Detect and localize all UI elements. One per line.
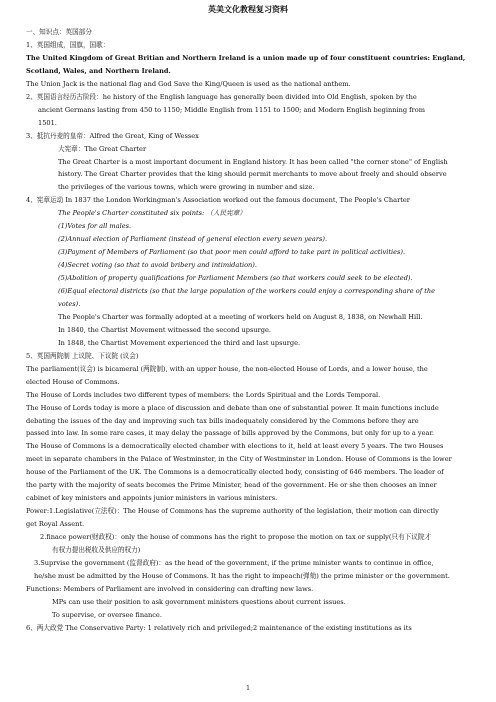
text-line: MPs can use their position to ask government ministers questions about current issues.: [52, 597, 346, 606]
text-line: 2.finace power(财政权)：only the house of commons has the right to propose the motion on tax or supply(只有下议院才: [40, 533, 432, 542]
text-line: 5、英国两院制 上议院、下议院 (议会): [26, 351, 139, 360]
text-line: meet in separate chambers in the Palace of Westminster, in the City of Westminster in London. House of Commons is the lower: [26, 455, 452, 464]
text-line: 4、宪章运动 In 1837 the London Workingman's Association worked out the famous document, The People's Charter: [26, 196, 410, 205]
text-line: he/she must be admitted by the House of Commons. It has the right to impeach(弹劾) the prime minister or the government.: [34, 571, 450, 580]
text-line: The People's Charter constituted six points: （人民宪章）: [58, 209, 246, 218]
page-number: 1: [246, 685, 250, 692]
text-line: The People's Charter was formally adopted at a meeting of workers held on August 8, 1838, on Newhall Hill.: [58, 312, 423, 321]
text-line: 3.Suprvise the government (监督政府)：as the head of the government, if the prime minister wants to continue in office,: [34, 558, 434, 567]
text-line: The House of Commons is a democratically elected chamber with elections to it, held at least every 5 years. The two Houses: [26, 442, 444, 451]
text-line: The House of Lords today is more a place of discussion and debate than one of substantial power. It main functions include: [26, 403, 439, 412]
text-line: (6)Equal electoral districts (so that the large population of the workers could enjoy a corresponding share of the: [58, 287, 436, 295]
text-line: history. The Great Charter provides that the king should permit merchants to move about freely and should observe: [58, 170, 447, 179]
text-line: passed into law. In some rare cases, it may delay the passage of bills approved by the Commons, but only for up to a year.: [26, 429, 435, 438]
text-line: (5)Abolition of property qualifications for Parliament Members (so that workers could seek to be elected).: [58, 274, 413, 283]
text-line: (4)Secret voting (so that to avoid bribery and intimidation).: [58, 261, 257, 270]
text-line: 一、知识点：英国部分: [26, 28, 92, 36]
text-line: To supervise, or oversee finance.: [52, 610, 162, 619]
text-line: 有权力提出税收及供应的权力): [52, 546, 141, 554]
text-line: In 1848, the Chartist Movement experienced the third and last upsurge.: [58, 338, 301, 347]
text-line: the privileges of the various towns, which were growing in number and size.: [58, 183, 315, 192]
text-line: get Royal Assent.: [26, 520, 85, 529]
text-line: (2)Annual election of Parliament (instead of general election every seven years).: [58, 235, 328, 244]
text-line: 1501.: [38, 118, 57, 127]
text-line: The Great Charter is a most important document in England history. It has been called "the corner stone" of English: [58, 157, 448, 166]
text-line: The Union Jack is the national flag and God Save the King/Queen is used as the national anthem.: [26, 79, 351, 88]
text-line: debating the issues of the day and improving such tax bills inadequately considered by the Commons before they are: [26, 416, 419, 425]
text-line: Scotland, Wales, and Northern Ireland.: [26, 66, 171, 75]
text-line: In 1840, the Chartist Movement witnessed the second upsurge.: [58, 325, 271, 334]
text-line: 1、英国组成，国旗，国歌：: [26, 40, 110, 49]
text-line: Power:1.Legislative(立法权)：The House of Commons has the supreme authority of the legislation, their motion can directly: [26, 507, 439, 516]
text-line: Functions: Members of Parliament are involved in considering can drafting new laws.: [26, 584, 314, 593]
text-line: (1)Votes for all males.: [58, 222, 132, 231]
text-line: the party with the majority of seats becomes the Prime Minister, head of the government. He or she then chooses an inner: [26, 481, 437, 490]
text-line: 6、两大政党 The Conservative Party: 1 relatively rich and privileged;2 maintenance of the existing institutions as its: [26, 623, 412, 632]
text-line: (3)Payment of Members of Parliament (so that poor men could afford to take part in political activities).: [58, 248, 406, 257]
text-line: 2、英国语言经历古阶段：he history of the English language has generally been divided into Old English, spoken by the: [26, 92, 417, 101]
text-line: The House of Lords includes two different types of members: the Lords Spiritual and the Lords Temporal.: [26, 390, 381, 399]
text-line: The parliament(议会) is bicameral (两院制), with an upper house, the non-elected House of Lords, and a lower house, the: [26, 364, 428, 373]
text-line: The United Kingdom of Great Britian and Northern Ireland is a union made up of four constituent countries: England,: [26, 53, 466, 62]
text-line: 3、抵抗丹麦的皇帝：Alfred the Great, King of Wessex: [26, 131, 199, 140]
text-line: house of the Parliament of the UK. The Commons is a democratically elected body, consisting of 646 members. The leader of: [26, 468, 444, 477]
text-line: ancient Germans lasting from 450 to 1150; Middle English from 1151 to 1500; and Modern English beginning from: [38, 105, 425, 114]
text-line: elected House of Commons.: [26, 377, 120, 386]
text-line: votes).: [58, 299, 81, 308]
text-line: 大宪章：The Great Charter: [58, 144, 147, 153]
document-title: 英美文化教程复习资料: [208, 4, 288, 14]
text-line: cabinet of key ministers and appoints junior ministers in various ministers.: [26, 494, 278, 503]
